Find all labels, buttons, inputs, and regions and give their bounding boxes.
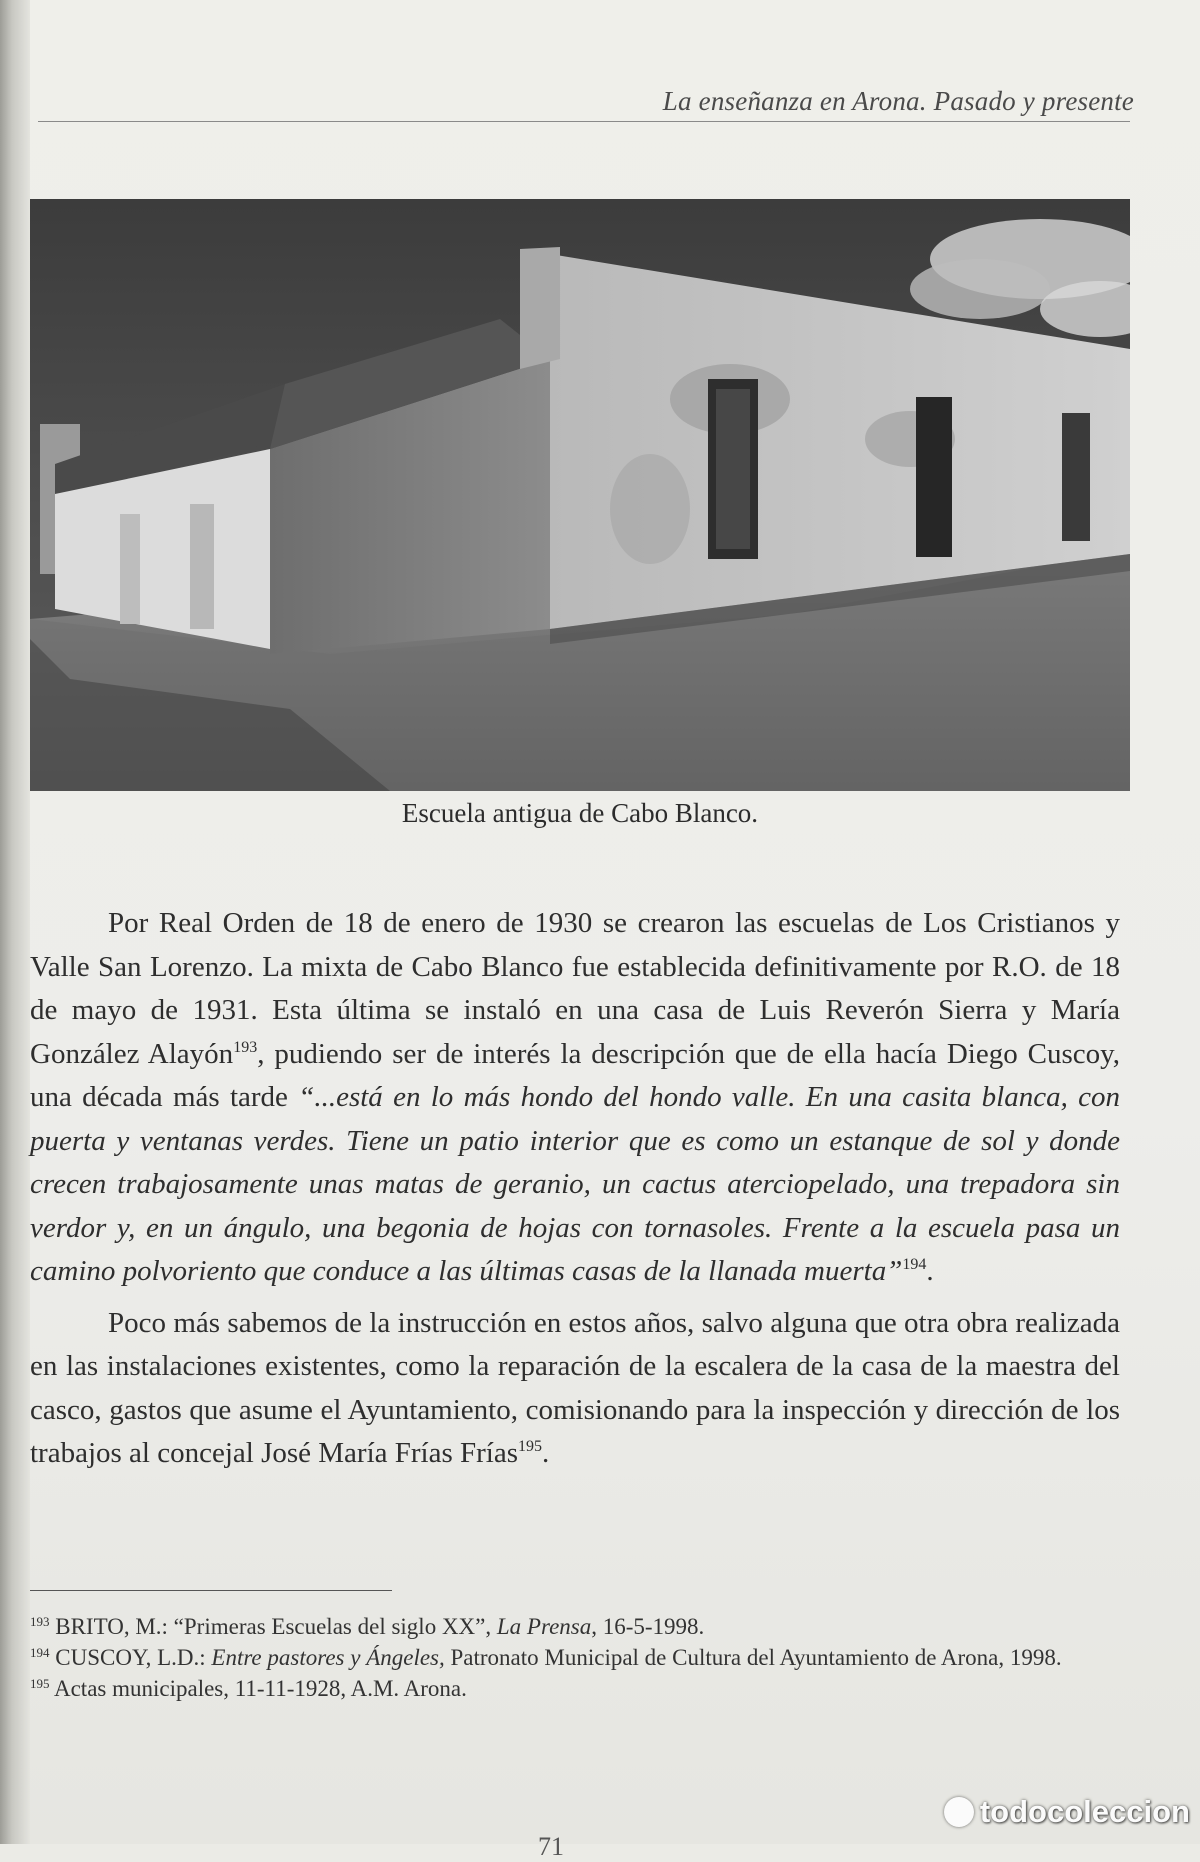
book-gutter — [0, 0, 30, 1844]
footnote-ref: 194 — [902, 1256, 927, 1273]
footnote: $^{193}$ BRITO, M.: “Primeras Escuelas del siglo XX”, La Prensa, 16-5-1998. — [30, 1614, 705, 1639]
footnote-rule — [30, 1590, 392, 1591]
paragraph: Poco más sabemos de la instrucción en estos años, salvo alguna que otra obra realizada en las instalaciones existentes, como la reparación de la escalera de la casa de la maestra del casco, gastos que asume el Ayuntamiento, comisionando para la inspección y dirección de los trabajos al concejal José María Frías Frías$^{195}$. — [30, 1306, 1120, 1469]
footnotes — [30, 1612, 1120, 1705]
running-header: La enseñanza en Arona. Pasado y presente — [662, 86, 1134, 116]
watermark-logo-icon — [944, 1797, 974, 1827]
school-photograph — [30, 199, 1130, 791]
watermark-text: todocoleccion — [979, 1794, 1190, 1829]
page-number: 71 — [538, 1832, 564, 1861]
quotation: “...está en lo más hondo del hondo valle. En una casita blanca, con puerta y ventanas verdes. Tiene un patio interior que es como un estanque de sol y donde crecen trabajosamente unas matas de geranio, un cactus aterciopelado, una trepadora sin verdor y, en un ángulo, una begonia de hojas con tornasoles. Frente a la escuela pasa un camino polvoriento que conduce a las últimas casas de la llanada muerta” — [30, 1081, 1121, 1287]
footnote-ref: 193 — [233, 1038, 258, 1056]
body-text — [30, 902, 1120, 1476]
footnote: $^{194}$ CUSCOY, L.D.: Entre pastores y Ángeles, Patronato Municipal de Cultura del Ayuntamiento de Arona, 1998. — [30, 1645, 1062, 1670]
book-page — [30, 0, 1200, 1861]
footnote: $^{195}$ Actas municipales, 11-11-1928, A.M. Arona. — [30, 1676, 467, 1701]
paragraph: Por Real Orden de 18 de enero de 1930 se crearon las escuelas de Los Cristianos y Valle San Lorenzo. La mixta de Cabo Blanco fue establecida definitivamente por R.O. de 18 de mayo de 1931. Esta última se instaló en una casa de Luis Reverón Sierra y María González Alayón$^{193}$, pudiendo ser de interés la descripción que de ella hacía Diego Cuscoy, una década más tarde “...está en lo más hondo del hondo valle. En una casita blanca, con puerta y ventanas verdes. Tiene un patio interior que es como un estanque de sol y donde crecen trabajosamente unas matas de geranio, un cactus aterciopelado, una trepadora sin verdor y, en un ángulo, una begonia de hojas con tornasoles. Frente a la escuela pasa un camino polvoriento que conduce a las últimas casas de la llanada muerta”$^{194}$. — [30, 907, 1121, 1287]
photo-caption: Escuela antigua de Cabo Blanco. — [401, 798, 759, 828]
watermark — [944, 1794, 1190, 1830]
footnote-ref: 195 — [518, 1438, 543, 1455]
header-rule — [38, 121, 1130, 122]
